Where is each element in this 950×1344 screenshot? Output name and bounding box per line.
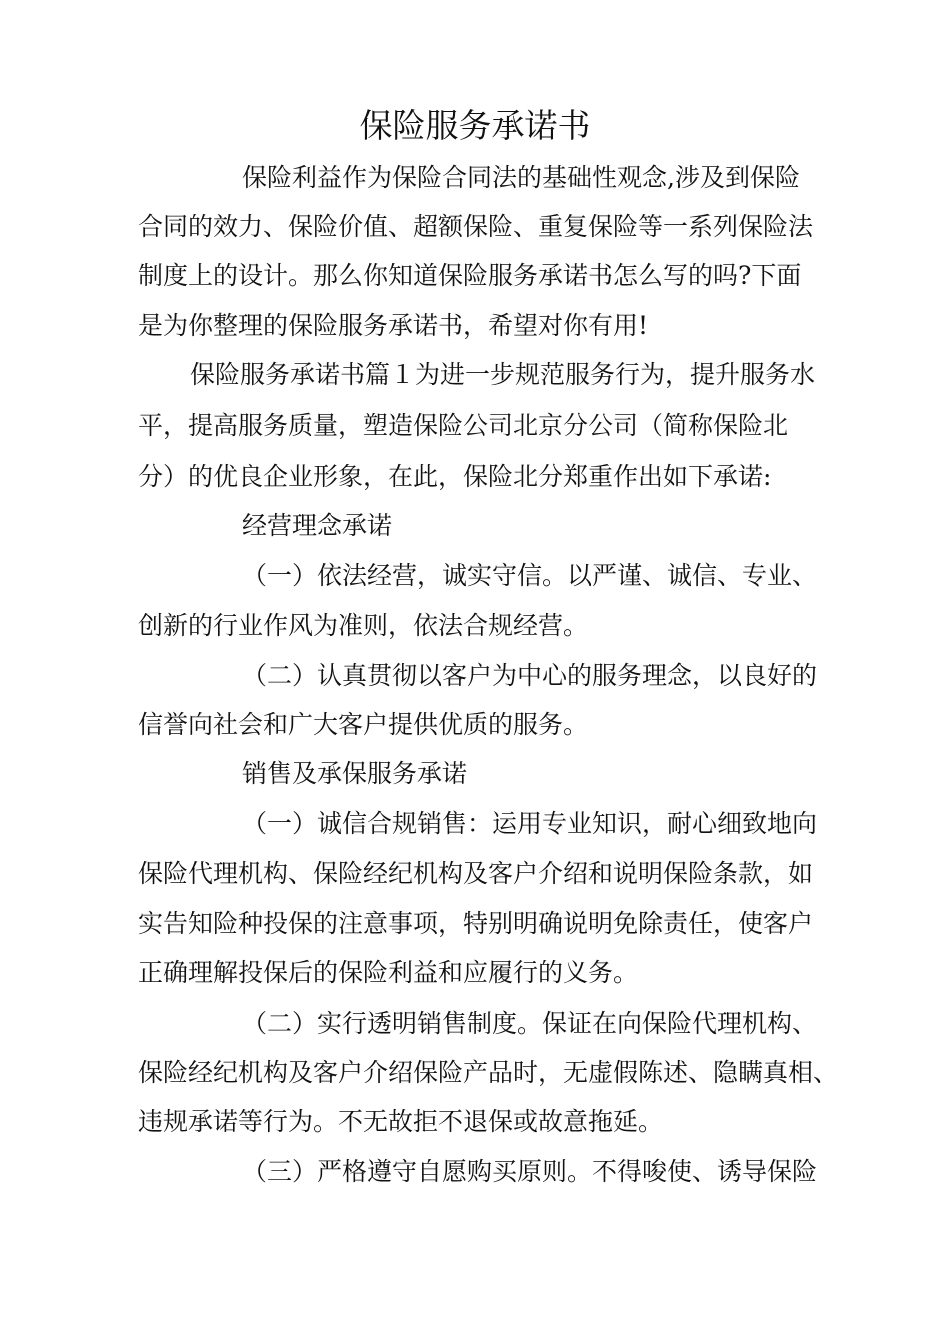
body-line: 平，提高服务质量，塑造保险公司北京分公司（简称保险北 xyxy=(138,411,789,440)
body-line: 合同的效力、保险价值、超额保险、重复保险等一系列保险法 xyxy=(138,212,814,241)
body-line: （一）诚信合规销售：运用专业知识，耐心细致地向 xyxy=(242,809,818,838)
section-heading: 经营理念承诺 xyxy=(242,511,393,540)
body-line: （一）依法经营，诚实守信。以严谨、诚信、专业、 xyxy=(242,561,818,590)
body-line: 信誉向社会和广大客户提供优质的服务。 xyxy=(138,710,589,739)
body-line: 保险服务承诺书篇１为进一步规范服务行为，提升服务水 xyxy=(190,360,816,389)
body-line: 实告知险种投保的注意事项，特别明确说明免除责任，使客户 xyxy=(138,909,814,938)
body-line: 保险经纪机构及客户介绍保险产品时，无虚假陈述、隐瞒真相、 xyxy=(138,1058,839,1087)
body-line: 制度上的设计。那么你知道保险服务承诺书怎么写的吗?下面 xyxy=(138,261,802,290)
body-line: 分）的优良企业形象，在此，保险北分郑重作出如下承诺: xyxy=(138,462,772,491)
document-title: 保险服务承诺书 xyxy=(359,106,591,145)
body-line: （二）认真贯彻以客户为中心的服务理念，以良好的 xyxy=(242,661,818,690)
body-line: 正确理解投保后的保险利益和应履行的义务。 xyxy=(138,958,639,987)
body-line: 创新的行业作风为准则，依法合规经营。 xyxy=(138,611,589,640)
body-line: （二）实行透明销售制度。保证在向保险代理机构、 xyxy=(242,1009,818,1038)
body-line: 保险利益作为保险合同法的基础性观念,涉及到保险 xyxy=(242,163,800,192)
section-heading: 销售及承保服务承诺 xyxy=(242,759,468,788)
body-line: 违规承诺等行为。不无故拒不退保或故意拖延。 xyxy=(138,1107,664,1136)
body-line: （三）严格遵守自愿购买原则。不得唆使、诱导保险 xyxy=(242,1157,818,1186)
body-line: 是为你整理的保险服务承诺书，希望对你有用! xyxy=(138,311,649,340)
body-line: 保险代理机构、保险经纪机构及客户介绍和说明保险条款，如 xyxy=(138,859,814,888)
